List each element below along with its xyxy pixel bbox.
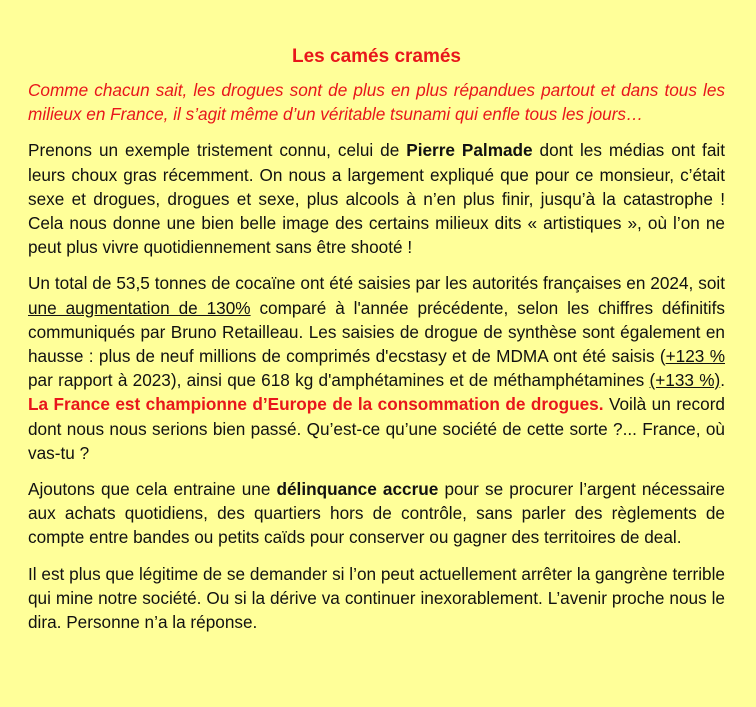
p2-text-c: par rapport à 2023), ainsi que 618 kg d'amphétamines et de méthamphétamines xyxy=(28,370,650,391)
highlight-champion: La France est championne d’Europe de la consommation de drogues. xyxy=(28,394,604,415)
p1-text-b: dont les médias ont fait leurs choux gras récemment. On nous a largement expliqué que pour ce monsieur, c’était sexe et drogues, drogues et sexe, plus alcools à n’en plus finir, jusqu’à la catastrophe ! Cela nous donne une bien belle image des certains milieux dits « artistiques », où l’on ne peut plus vivre quotidiennement sans être shooté ! xyxy=(28,140,725,258)
paragraph-statistics xyxy=(28,271,725,465)
person-name: Pierre Palmade xyxy=(406,140,533,161)
stat-cocaine-increase: une augmentation de 130% xyxy=(28,297,251,318)
intro-paragraph: Comme chacun sait, les drogues sont de plus en plus répandues partout et dans tous les milieux en France, il s’agit même d’un véritable tsunami qui enfle tous les jours… xyxy=(28,80,725,125)
p2-text-a: Un total de 53,5 tonnes de cocaïne ont été saisies par les autorités françaises en 2024, soit xyxy=(28,273,725,294)
paragraph-delinquency xyxy=(28,477,725,550)
p2-text-e: Voilà un record dont nous nous serions bien passé. Qu’est-ce qu’une société de cette sorte ?... France, où vas-tu ? xyxy=(28,394,725,463)
paragraph-palmade xyxy=(28,138,725,259)
paragraph-conclusion: Il est plus que légitime de se demander si l’on peut actuellement arrêter la gangrène terrible qui mine notre société. Ou si la dérive va continuer inexorablement. L’avenir proche nous le dira. Personne n’a la réponse. xyxy=(28,563,725,633)
p1-text-a: Prenons un exemple tristement connu, celui de xyxy=(28,140,407,161)
p2-text-d: . xyxy=(720,370,725,391)
delinquency-emphasis: délinquance accrue xyxy=(276,479,439,500)
stat-amphetamine-increase: (+133 %) xyxy=(649,370,721,391)
p2-text-b: comparé à l'année précédente, selon les chiffres définitifs communiqués par Bruno Retailleau. Les saisies de drogue de synthèse sont également en hausse : plus de neuf millions de comprimés d'ecstasy et de MDMA ont été saisis ( xyxy=(28,297,725,367)
article-title: Les camés cramés xyxy=(291,46,461,67)
p3-text-b: pour se procurer l’argent nécessaire aux achats quotidiens, des quartiers hors de contrôle, sans parler des règlements de compte entre bandes ou petits caïds pour conserver ou gagner des territoires de deal. xyxy=(28,479,725,548)
p3-text-a: Ajoutons que cela entraine une xyxy=(28,479,277,500)
stat-ecstasy-increase: +123 % xyxy=(665,346,725,367)
